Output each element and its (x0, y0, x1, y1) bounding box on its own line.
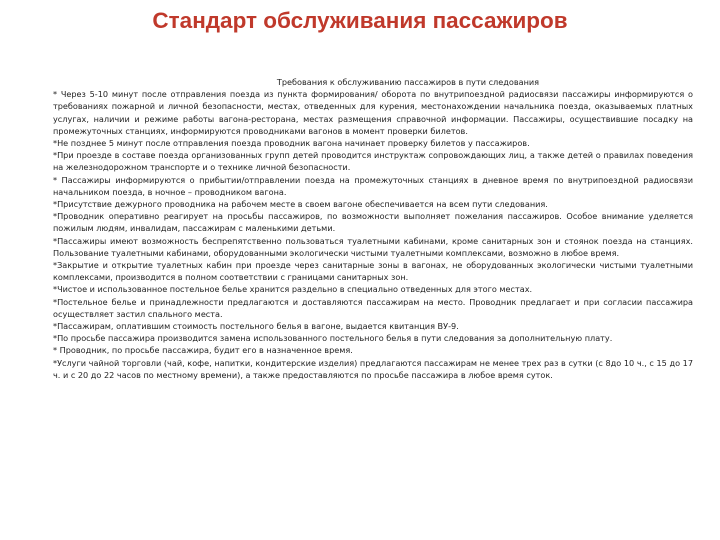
section-subheading: Требования к обслуживанию пассажиров в пути следования (276, 77, 540, 87)
paragraph-toilet-use: *Пассажиры имеют возможность беспрепятственно пользоваться туалетными кабинами, кроме санитарных зон и стоянок поезда на станциях. Пользование туалетными кабинами, оборудованными экологически чистыми туалетными комплексами, возможно в любое время. (53, 235, 693, 258)
document-body (53, 76, 693, 381)
paragraph-toilet-closing: *Закрытие и открытие туалетных кабин при проезде через санитарные зоны в вагонах, не оборудованных экологически чистыми туалетными комплексами, производится в полном соответствии с границами санитарных зон. (53, 260, 693, 283)
paragraph-passenger-requests: *Проводник оперативно реагирует на просьбы пассажиров, по возможности выполняет пожелания пассажиров. Особое внимание уделяется пожилым людям, инвалидам, пассажирам с маленькими детьми. (53, 211, 693, 234)
paragraph-station-announcements: * Пассажиры информируются о прибытии/отправлении поезда на промежуточных станциях в дневное время по внутрипоездной радиосвязи начальником поезда, в ночное – проводником вагона. (53, 174, 693, 197)
paragraph-tea-service: *Услуги чайной торговли (чай, кофе, напитки, кондитерские изделия) предлагаются пассажирам не менее трех раз в сутки (с 8до 10 ч., с 15 до 17 ч. и с 20 до 22 часов по местному времени), а также предоставляются по просьбе пассажира в любое время суток. (53, 357, 693, 380)
paragraph-attendant-presence: *Присутствие дежурного проводника на рабочем месте в своем вагоне обеспечивается на всем пути следования. (53, 199, 548, 210)
page-title: Стандарт обслуживания пассажиров (152, 8, 568, 33)
paragraph-linen-storage: *Чистое и использованное постельное белье хранится раздельно в специально отведенных для этого местах. (53, 284, 533, 295)
paragraph-info-departure: * Через 5-10 минут после отправления поезда из пункта формирования/ оборота по внутрипоездной радиосвязи пассажиры информируются о требованиях пожарной и личной безопасности, местах, отведенных для курения, местонахождении начальника поезда, оказываемых платных услугах, наличии и режиме работы вагона-ресторана, местах размещения справочной информации. Пассажиры, осуществившие посадку на промежуточных станциях, информируются проводниками вагонов в момент проверки билетов. (53, 89, 693, 136)
paragraph-ticket-check: *Не позднее 5 минут после отправления поезда проводник вагона начинает проверку билетов у пассажиров. (53, 138, 530, 149)
paragraph-linen-receipt: *Пассажирам, оплатившим стоимость постельного белья в вагоне, выдается квитанция ВУ-9. (53, 321, 459, 332)
paragraph-children-groups: *При проезде в составе поезда организованных групп детей проводится инструктаж сопровождающих лиц, а также детей о правилах поведения на железнодорожном транспорте и о технике личной безопасности. (53, 150, 693, 173)
paragraph-linen-replacement: *По просьбе пассажира производится замена использованного постельного белья в пути следования за дополнительную плату. (53, 333, 613, 344)
paragraph-linen-delivery: *Постельное белье и принадлежности предлагаются и доставляются пассажирам на место. Проводник предлагает и при согласии пассажира осуществляет застил спального места. (53, 296, 693, 319)
paragraph-wake-up: * Проводник, по просьбе пассажира, будит его в назначенное время. (53, 345, 353, 356)
